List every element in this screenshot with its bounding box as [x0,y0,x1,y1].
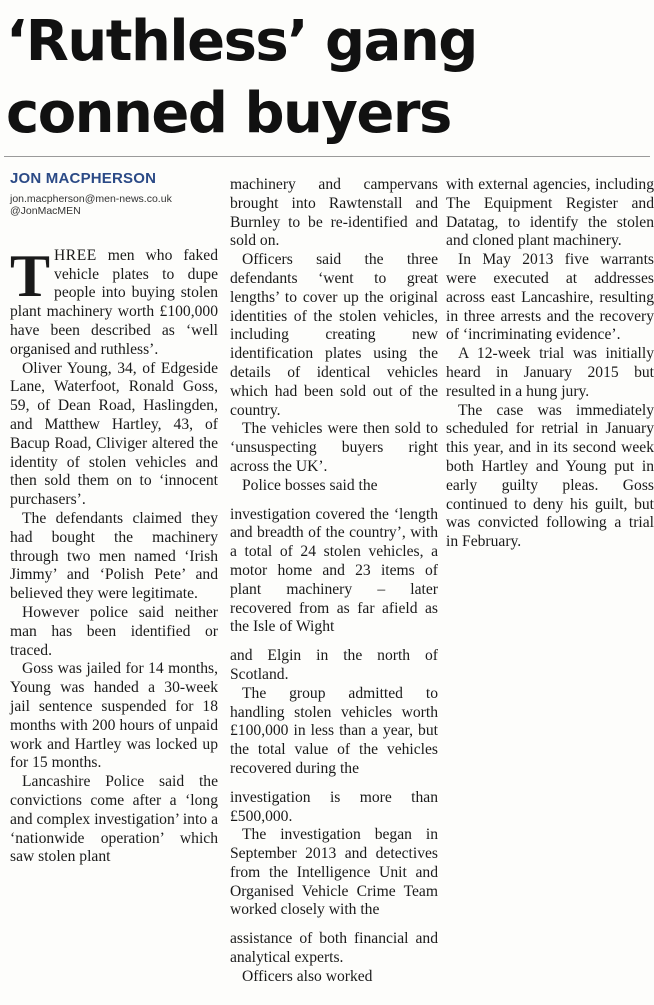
byline-email: jon.macpherson@men-news.co.uk [10,192,172,205]
headline [6,6,650,150]
paragraph: The group admitted to handling stolen vehicles worth £100,000 in less than a year, but the total value of the vehicles recovered during the [230,684,438,777]
paragraph: assistance of both financial and analytical experts. [230,930,438,967]
paragraph: Oliver Young, 34, of Edgeside Lane, Waterfoot, Ronald Goss, 59, of Dean Road, Haslingden, and Matthew Hartley, 43, of Bacup Road, Cliviger altered the identity of stolen vehicles and then sold them on to ‘innocent purchasers’. [10,359,218,509]
paragraph: The vehicles were then sold to ‘unsuspecting buyers right across the UK’. [230,420,438,475]
drop-cap: T [10,242,51,309]
paragraph: Goss was jailed for 14 months, Young was handed a 30-week jail sentence suspended for 18 months with 200 hours of unpaid work and Hartley was locked up for 15 months. [10,660,218,772]
article-column-2 [230,176,438,987]
article-column-1 [10,170,218,867]
paragraph: and Elgin in the north of Scotland. [230,647,438,683]
byline-handle: @JonMacMEN [10,204,81,217]
headline-line-1: ‘Ruthless’ gang [6,9,477,74]
byline-name: JON MACPHERSON [10,170,157,187]
paragraph: The investigation began in September 2013 and detectives from the Intelligence Unit and Organised Vehicle Crime Team worked closely with the [230,826,438,919]
byline-contact [10,193,218,217]
paragraph: with external agencies, including The Equipment Register and Datatag, to identify the stolen and cloned plant machinery. [446,176,654,250]
paragraph: investigation is more than £500,000. [230,788,438,825]
lead-text: men who faked vehicle plates to dupe people into buying stolen plant machinery worth £100,000 have been described as ‘well organised and ruthless’. [10,246,218,358]
paragraph: In May 2013 five warrants were executed at addresses across east Lancashire, resulting in three arrests and the recovery of ‘incriminating evidence’. [446,251,654,344]
divider-rule [4,156,650,157]
paragraph: The case was immediately scheduled for retrial in January this year, and in its second week both Hartley and Young put in early guilty pleas. Goss continued to deny his guilt, but was convicted following a trial in February. [446,401,654,551]
paragraph: Lancashire Police said the convictions come after a ‘long and complex investigation’ into a ‘nationwide operation’ which saw stolen plant [10,773,218,866]
paragraph: Officers also worked [242,967,373,985]
paragraph: machinery and campervans brought into Rawtenstall and Burnley to be re-identified and sold on. [230,176,438,250]
lead-paragraph [10,242,218,360]
lead-caps: HREE [54,246,97,264]
paragraph: However police said neither man has been identified or traced. [10,603,218,659]
article-column-3 [446,176,654,552]
paragraph: Officers said the three defendants ‘went to great lengths’ to cover up the original identities of the stolen vehicles, including creating new identification plates using the details of identical vehicles which had been sold out of the country. [230,251,438,419]
paragraph: A 12-week trial was initially heard in January 2015 but resulted in a hung jury. [446,345,654,400]
paragraph: investigation covered the ‘length and breadth of the country’, with a total of 24 stolen vehicles, a motor home and 23 items of plant machinery – later recovered from as far afield as the Isle of Wight [230,505,438,636]
paragraph: Police bosses said the [242,476,378,494]
paragraph: The defendants claimed they had bought the machinery through two men named ‘Irish Jimmy’ and ‘Polish Pete’ and believed they were legitimate. [10,509,218,603]
headline-line-2: conned buyers [6,81,451,146]
